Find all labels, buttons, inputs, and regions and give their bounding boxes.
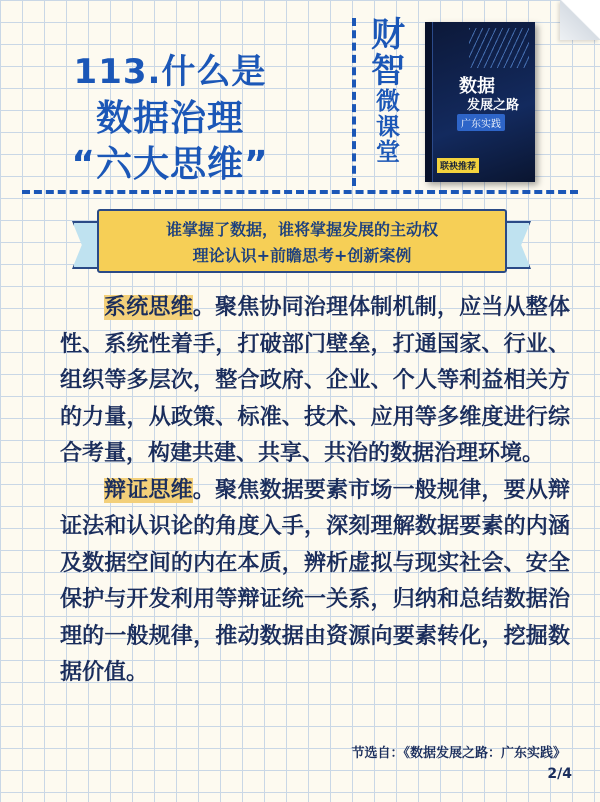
title-line-2: 数据治理 <box>95 98 244 139</box>
brand-char: 堂 <box>376 137 400 166</box>
brand-char: 智 <box>371 50 405 91</box>
brand-char: 财 <box>371 15 405 55</box>
book-decoration <box>469 28 529 68</box>
brand-char: 课 <box>376 112 400 141</box>
book-spine <box>425 22 433 182</box>
book-subtitle: 广东实践 <box>457 114 505 131</box>
paragraph-systems-thinking <box>60 290 570 473</box>
book-title-line-2: 发展之路 <box>467 98 520 113</box>
paragraph-text: 。聚焦协同治理体制机制，应当从整体性、系统性着手，打破部门壁垒，打通国家、行业、组织等多层次，整合政府、企业、个人等利益相关方的力量，从政策、标准、技术、应用等多维度进行综合考量，构建共建、共享、共治的数据治理环境。 <box>60 295 570 466</box>
book-cover-image <box>425 22 535 182</box>
book-badge: 联袂推荐 <box>437 158 479 173</box>
brand-vertical-text <box>363 15 413 166</box>
horizontal-divider <box>22 190 578 194</box>
book-title-line-1: 数据 <box>459 76 495 97</box>
keyword-highlight: 辩证思维 <box>104 477 193 503</box>
tagline-banner <box>97 209 507 273</box>
vertical-divider <box>352 18 356 186</box>
banner-line-2: 理论认识+前瞻思考+创新案例 <box>192 246 412 265</box>
paragraph-text: 。聚焦数据要素市场一般规律，要从辩证法和认识论的角度入手，深刻理解数据要素的内涵及数据空间的内在本质，辨析虚拟与现实社会、安全保护与开发利用等辩证统一关系，归纳和总结数据治理的一般规律，推动数据由资源向要素转化，挖掘数据价值。 <box>60 477 570 685</box>
paragraph-dialectical-thinking <box>60 473 570 692</box>
keyword-highlight: 系统思维 <box>104 295 193 320</box>
banner-line-1: 谁掌握了数据，谁将掌握发展的主动权 <box>165 220 438 239</box>
source-citation: 节选自：《数据发展之路：广东实践》 <box>351 746 566 761</box>
page-number: 2/4 <box>547 766 572 782</box>
header <box>0 0 600 195</box>
article-body <box>60 290 570 692</box>
title-line-3: “六大思维” <box>71 144 269 185</box>
brand-char: 微 <box>376 87 400 116</box>
title-line-1: 113.什么是 <box>73 52 267 92</box>
